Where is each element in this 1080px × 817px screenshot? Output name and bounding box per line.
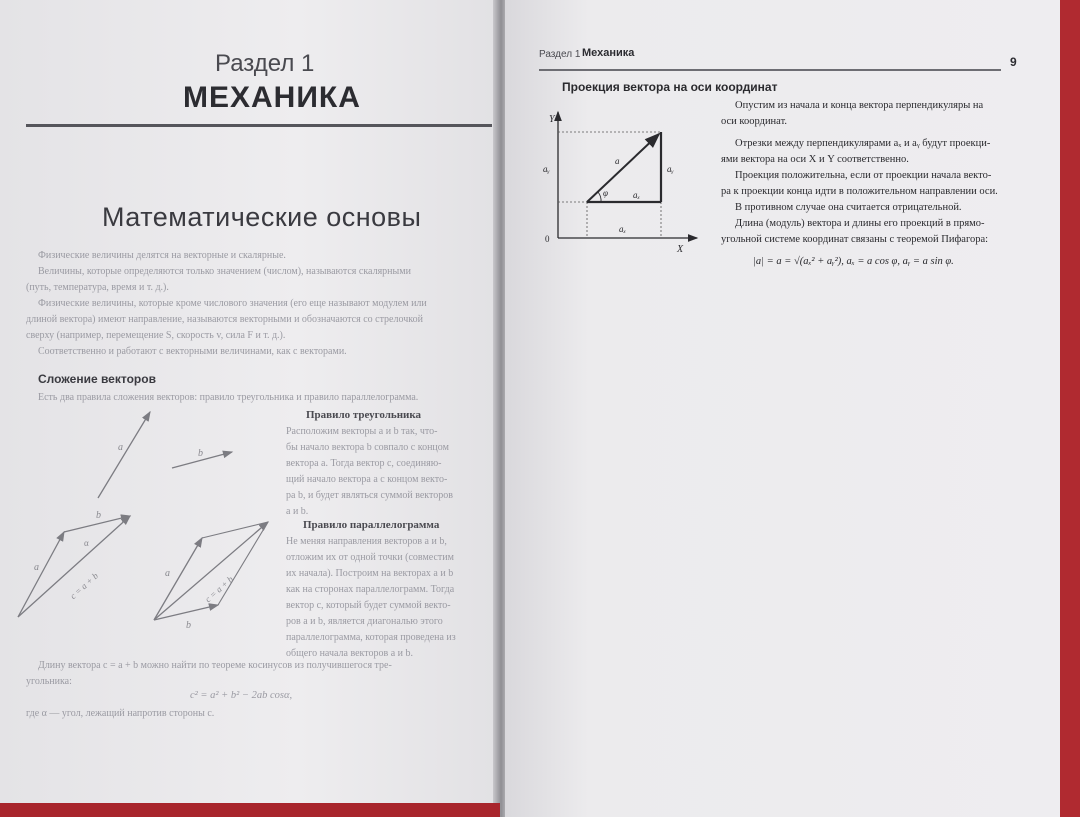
title-rule [26, 124, 492, 127]
intro-line: Физические величины делятся на векторные и скалярные. [38, 250, 286, 261]
page-number: 9 [1010, 55, 1017, 69]
running-header-title: Механика [582, 47, 635, 59]
addition-intro: Есть два правила сложения векторов: правило треугольника и правило параллелограмма. [38, 392, 419, 403]
label-vector: a [615, 156, 620, 166]
triangle-rule-line: вектора a. Тогда вектор c, соединяю- [286, 458, 442, 469]
label-alpha: α [84, 538, 89, 548]
phi-arc [598, 192, 601, 202]
intro-line: (путь, температура, время и т. д.). [26, 282, 169, 293]
intro-line: Соответственно и работают с векторными величинами, как с векторами. [38, 346, 347, 357]
pythagoras-formula: |a| = a = √(aₓ² + aᵧ²), aₓ = a cos φ, aᵧ = a sin φ. [753, 256, 954, 267]
label-a: a [118, 442, 123, 453]
projection-text-line: угольной системе координат связаны с теоремой Пифагора: [721, 234, 989, 245]
parallelogram-rule-line: отложим их от одной точки (совместим [286, 552, 454, 563]
projection-text-line: Длина (модуль) вектора и длины его проекций в прямо- [735, 218, 985, 229]
book-cover-edge [1060, 0, 1080, 817]
label-a: a [165, 568, 170, 579]
projection-heading: Проекция вектора на оси координат [562, 80, 778, 94]
parallelogram-rule-line: общего начала векторов a и b. [286, 648, 414, 659]
header-rule [539, 69, 1001, 71]
label-x-axis: X [677, 244, 684, 255]
projection-text-line: ями вектора на оси X и Y соответственно. [721, 154, 909, 165]
label-b: b [96, 510, 101, 521]
running-header-section: Раздел 1 [539, 49, 581, 60]
intro-line: длиной вектора) имеют направление, называются векторными и обозначаются со стрелочкой [26, 314, 423, 325]
triangle-rule-line: щий начало вектора a с концом векто- [286, 474, 448, 485]
label-ax: aₓ [633, 190, 641, 200]
triangle-rule-line: a и b. [286, 506, 309, 517]
parallelogram-rule-line: параллелограмма, которая проведена из [286, 632, 456, 643]
projection-text-line: Проекция положительна, если от проекции начала векто- [735, 170, 992, 181]
parallelogram-side-line [218, 522, 268, 605]
triangle-rule-line: Расположим векторы a и b так, что- [286, 426, 438, 437]
parallelogram-a-line [154, 538, 202, 620]
label-y-axis: Y [549, 114, 555, 125]
vector-a-line [98, 412, 150, 498]
intro-line: сверху (например, перемещение S, скорость v, сила F и т. д.). [26, 330, 286, 341]
projection-text-line: В противном случае она считается отрицательной. [735, 202, 962, 213]
parallelogram-rule-title: Правило параллелограмма [303, 519, 440, 531]
chapter-title: Математические основы [102, 202, 422, 232]
label-phi: φ [603, 188, 608, 198]
cosine-text: Длину вектора c = a + b можно найти по теореме косинусов из получившегося тре- [38, 660, 392, 671]
right-page [505, 0, 1062, 817]
triangle-rule-title: Правило треугольника [306, 409, 422, 421]
triangle-rule-line: бы начало вектора b совпало с концом [286, 442, 449, 453]
projection-text-line: ра к проекции конца идти в положительном направлении оси. [721, 186, 998, 197]
intro-line: Величины, которые определяются только значением (числом), называются скалярными [38, 266, 411, 277]
intro-line: Физические величины, которые кроме числового значения (его еще называют модулем или [38, 298, 427, 309]
label-sum: c = a + b [202, 573, 236, 605]
triangle-rule-line: ра b, и будет являться суммой векторов [286, 490, 453, 501]
projection-graph [535, 106, 705, 256]
label-ay: aᵧ [543, 164, 550, 174]
parallelogram-c-line [154, 522, 268, 620]
label-a: a [34, 562, 39, 573]
addition-heading: Сложение векторов [38, 372, 156, 386]
label-b: b [186, 620, 191, 631]
section-label: Раздел 1 [215, 50, 315, 77]
cosine-text: угольника: [26, 676, 72, 687]
parallelogram-rule-line: ров a и b, является диагональю этого [286, 616, 443, 627]
vector-line [587, 134, 659, 202]
projection-text-line: Опустим из начала и конца вектора перпендикуляры на [735, 100, 984, 111]
parallelogram-rule-line: Не меняя направления векторов a и b, [286, 536, 447, 547]
label-ax: aₓ [619, 224, 627, 234]
vector-addition-figure [0, 400, 290, 631]
book-cover-bottom [0, 803, 500, 817]
section-title: МЕХАНИКА [183, 81, 361, 114]
projection-text-line: оси координат. [721, 116, 787, 127]
triangle-a-line [18, 532, 64, 617]
left-page [0, 0, 497, 805]
label-sum: c = a + b [67, 570, 101, 601]
parallelogram-rule-line: их начала). Построим на векторах a и b [286, 568, 454, 579]
label-b: b [198, 448, 203, 459]
label-ay: aᵧ [667, 164, 674, 174]
parallelogram-rule-line: как на сторонах параллелограмм. Тогда [286, 584, 455, 595]
projection-text-line: Отрезки между перпендикулярами aₓ и aᵧ будут проекци- [735, 138, 991, 149]
cosine-formula: c² = a² + b² − 2ab cosα, [190, 690, 293, 701]
cosine-note: где α — угол, лежащий напротив стороны c. [26, 708, 215, 719]
parallelogram-rule-line: вектор c, который будет суммой векто- [286, 600, 451, 611]
label-origin: 0 [545, 234, 550, 244]
